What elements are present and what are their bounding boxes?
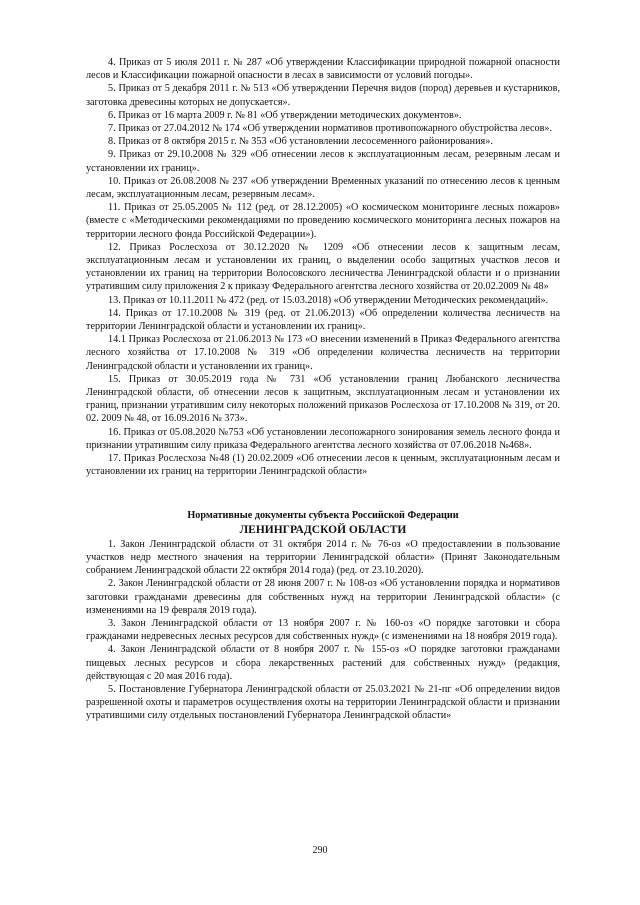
order-item-13: 13. Приказ от 10.11.2011 № 472 (ред. от 15.03.2018) «Об утверждении Методических рекомендаций». — [108, 294, 549, 306]
document-page — [86, 56, 560, 723]
section-heading: Нормативные документы субъекта Российской Федерации — [187, 509, 459, 521]
regional-doc-1: 1. Закон Ленинградской области от 31 октября 2014 г. № 76-оз «О предоставлении в пользование участков недр местного значения на территории Ленинградской области» (Принят Законодательным собранием Ленинградской области 22 октября 2014 года) (ред. от 23.10.2020). — [86, 538, 560, 577]
order-item-10: 10. Приказ от 26.08.2008 № 237 «Об утверждении Временных указаний по отнесению лесов к ценным лесам, эксплуатационным лесам, резервным лесам». — [86, 175, 560, 201]
regional-doc-2: 2. Закон Ленинградской области от 28 июня 2007 г. № 108-оз «Об установлении порядка и нормативов заготовки гражданами древесины для собственных нужд на территории Ленинградской области» (с изменениями на 19 февраля 2019 года). — [86, 578, 560, 616]
order-item-14: 14. Приказ от 17.10.2008 № 319 (ред. от 21.06.2013) «Об определении количества лесничеств на территории Ленинградской области и установлении их границ». — [86, 307, 560, 333]
section-spacer — [86, 479, 560, 509]
order-item-7: 7. Приказ от 27.04.2012 № 174 «Об утверждении нормативов противопожарного обустройства лесов». — [108, 123, 553, 135]
regional-doc-5: 5. Постановление Губернатора Ленинградской области от 25.03.2021 № 21-пг «Об определении видов разрешенной охоты и параметров осуществления охоты на территории Ленинградской области и признании утратившими силу отдельных постановлений Губернатора Ленинградской области» — [86, 683, 560, 722]
order-item-14-1: 14.1 Приказ Рослесхоза от 21.06.2013 № 173 «О внесении изменений в Приказ Федерального агентства лесного хозяйства от 17.10.2008 № 319 «Об определении количества лесничеств на территории Ленинградской области и установлении их границ». — [86, 334, 560, 372]
order-item-4: 4. Приказ от 5 июля 2011 г. № 287 «Об утверждении Классификации природной пожарной опасности лесов и Классификации пожарной опасности в лесах в зависимости от условий погоды». — [86, 57, 560, 82]
order-item-11: 11. Приказ от 25.05.2005 № 112 (ред. от 28.12.2005) «О космическом мониторинге лесных пожаров» (вместе с «Методическими рекомендациями по проведению космического мониторинга лесных пожаров на территории лесного фонда Российской Федерации»). — [86, 202, 560, 240]
regional-doc-3: 3. Закон Ленинградской области от 13 ноября 2007 г. № 160-оз «О порядке заготовки и сбора гражданами недревесных лесных ресурсов для собственных нужд» (с изменениями на 18 ноября 2019 года). — [86, 617, 560, 643]
order-item-12: 12. Приказ Рослесхоза от 30.12.2020 № 1209 «Об отнесении лесов к защитным лесам, эксплуатационным лесам и установлении их границ, о выделении особо защитных участков лесов и установлении их границ на территории Волосовского лесничества Ленинградской области и о признании утратившим силу приложения 2 к приказу Федерального агентства лесного хозяйства от 20.02.2009 № 48» — [86, 241, 560, 293]
section-subheading: ЛЕНИНГРАДСКОЙ ОБЛАСТИ — [239, 523, 407, 536]
order-item-16: 16. Приказ от 05.08.2020 №753 «Об установлении лесопожарного зонирования земель лесного фонда и признании утратившим силу приказа Федерального агентства лесного хозяйства от 07.06.2018 №468». — [86, 426, 560, 451]
order-item-6: 6. Приказ от 16 марта 2009 г. № 81 «Об утверждении методических документов». — [108, 109, 462, 121]
regional-doc-4: 4. Закон Ленинградской области от 8 ноября 2007 г. № 155-оз «О порядке заготовки гражданами пищевых лесных ресурсов и сбора лекарственных растений для собственных нужд» (редакция, действующая с 20 мая 2016 года). — [86, 644, 560, 682]
order-item-5: 5. Приказ от 5 декабря 2011 г. № 513 «Об утверждении Перечня видов (пород) деревьев и кустарников, заготовка древесины которых не допускается». — [86, 83, 560, 108]
order-item-9: 9. Приказ от 29.10.2008 № 329 «Об отнесении лесов к эксплуатационным лесам, резервным лесам и установлении их границ». — [86, 149, 560, 174]
order-item-17: 17. Приказ Рослесхоза №48 (1) 20.02.2009 «Об отнесении лесов к ценным, эксплуатационным лесам и установлении их границ на территории Ленинградской области» — [86, 453, 560, 478]
order-item-8: 8. Приказ от 8 октября 2015 г. № 353 «Об установлении лесосеменного районирования». — [108, 136, 493, 148]
page-number: 290 — [312, 845, 328, 856]
order-item-15: 15. Приказ от 30.05.2019 года № 731 «Об установлении границ Любанского лесничества Ленинградской области, об отнесении лесов к защитным, эксплуатационным лесам и установлении их границ, признании утратившим силу некоторых положений приказов Рослесхоза от 17.10.2008 № 319, от 20. 02. 2009 № 48, от 16.09.2016 № 373». — [86, 373, 560, 425]
